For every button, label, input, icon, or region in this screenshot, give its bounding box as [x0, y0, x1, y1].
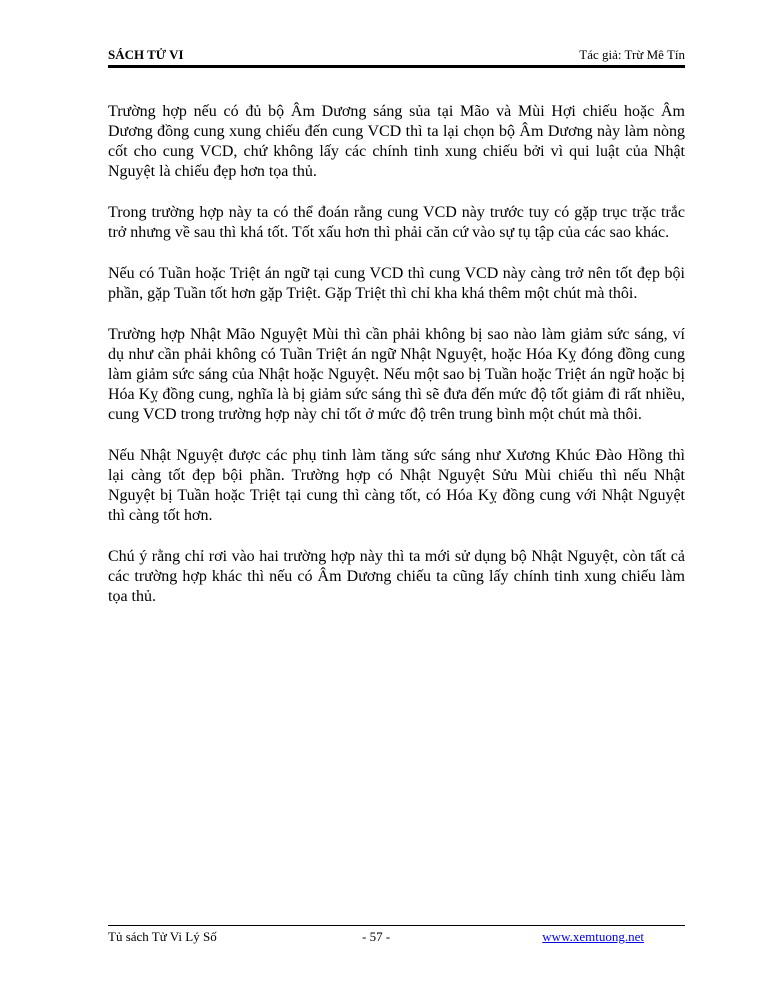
paragraph: Nếu có Tuần hoặc Triệt án ngữ tại cung VCD thì cung VCD này càng trở nên tốt đẹp bội phần, gặp Tuần tốt hơn gặp Triệt. Gặp Triệt thì chỉ kha khá thêm một chút mà thôi.: [108, 265, 685, 302]
series-name: Tủ sách Tử Vi Lý Số: [108, 929, 217, 944]
header-divider: [108, 65, 685, 68]
footer-divider: [108, 925, 685, 926]
paragraph: Chú ý rằng chỉ rơi vào hai trường hợp này thì ta mới sử dụng bộ Nhật Nguyệt, còn tất cả các trường hợp khác thì nếu có Âm Dương chiếu ta cũng lấy chính tinh xung chiếu làm tọa thủ.: [108, 548, 685, 605]
paragraph: Nếu Nhật Nguyệt được các phụ tinh làm tăng sức sáng như Xương Khúc Đào Hồng thì lại càng tốt đẹp bội phần. Trường hợp có Nhật Nguyệt Sửu Mùi chiếu thì nếu Nhật Nguyệt bị Tuần hoặc Triệt tại cung thì càng tốt, có Hóa Kỵ đồng cung với Nhật Nguyệt thì càng tốt hơn.: [108, 447, 685, 524]
paragraph: Trường hợp Nhật Mão Nguyệt Mùi thì cần phải không bị sao nào làm giảm sức sáng, ví dụ như cần phải không có Tuần Triệt án ngữ Nhật Nguyệt, hoặc Hóa Kỵ đóng đồng cung làm giảm sức sáng của Nhật hoặc Nguyệt. Nếu một sao bị Tuần hoặc Triệt án ngữ hoặc bị Hóa Kỵ đồng cung, nghĩa là bị giảm sức sáng thì sẽ đưa đến mức độ tốt giảm đi rất nhiều, cung VCD trong trường hợp này chỉ tốt ở mức độ trên trung bình một chút mà thôi.: [108, 326, 685, 423]
page-number: - 57 -: [362, 929, 391, 944]
author-line: Tác giả: Trừ Mê Tín: [579, 47, 685, 62]
paragraph: Trường hợp nếu có đủ bộ Âm Dương sáng sủa tại Mão và Mùi Hợi chiếu hoặc Âm Dương đồng cung xung chiếu đến cung VCD thì ta lại chọn bộ Âm Dương này làm nòng cốt cho cung VCD, chứ không lấy các chính tinh xung chiếu bởi vì qui luật của Nhật Nguyệt là chiếu đẹp hơn tọa thủ.: [108, 103, 685, 180]
website-link[interactable]: www.xemtuong.net: [542, 929, 644, 944]
page-footer: [108, 928, 685, 946]
page-header: [108, 46, 685, 64]
book-title: SÁCH TỬ VI: [108, 47, 184, 62]
page-body: [108, 102, 685, 628]
paragraph: Trong trường hợp này ta có thể đoán rằng cung VCD này trước tuy có gặp trục trặc trắc trở nhưng về sau thì khá tốt. Tốt xấu hơn thì phải căn cứ vào sự tụ tập của các sao khác.: [108, 204, 685, 241]
